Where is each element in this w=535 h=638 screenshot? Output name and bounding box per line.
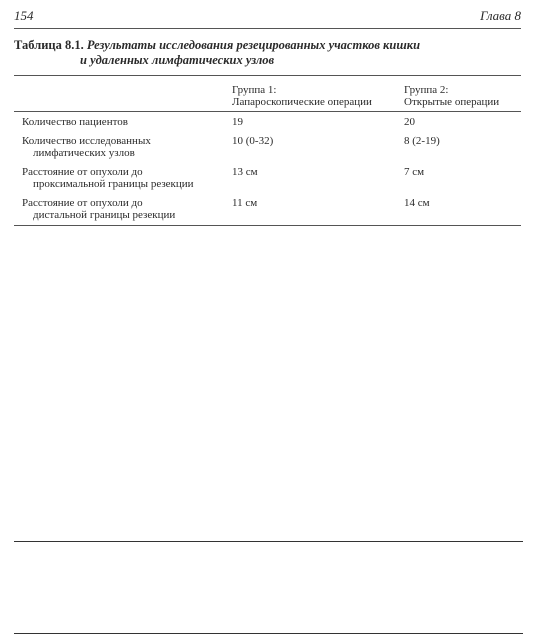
- group2-value: 20: [404, 116, 415, 128]
- column-header-group1-line1: Группа 1:: [232, 84, 277, 96]
- column-header-group2-line2: Открытые операции: [404, 96, 500, 108]
- group2-value: 8 (2-19): [404, 135, 440, 147]
- table-header: [14, 76, 521, 112]
- row-label-line2: дистальной границы резекции: [33, 209, 176, 221]
- column-header-group2-line1: Группа 2:: [404, 84, 449, 96]
- table-caption: [14, 38, 519, 68]
- table-title-line2: и удаленных лимфатических узлов: [80, 53, 275, 67]
- column-header-group2: [404, 84, 499, 108]
- row-label-line2: проксимальной границы резекции: [33, 178, 194, 190]
- row-label-line1: Расстояние от опухоли до: [22, 166, 143, 178]
- table-row: [14, 112, 521, 132]
- table-title-line1: Результаты исследования резецированных участков кишки: [86, 38, 421, 52]
- group2-value: 7 см: [404, 166, 425, 178]
- table-row: [14, 163, 521, 194]
- column-header-group1: [232, 84, 372, 108]
- group1-value: 19: [232, 116, 243, 128]
- row-label-line1: Расстояние от опухоли до: [22, 197, 143, 209]
- group2-value: 14 см: [404, 197, 430, 209]
- results-table: [14, 75, 521, 226]
- chapter-title: Глава 8: [480, 8, 521, 23]
- group1-value: 13 см: [232, 166, 258, 178]
- page-number: 154: [14, 8, 34, 23]
- row-label: [22, 116, 227, 128]
- table-row: [14, 132, 521, 163]
- group1-value: 11 см: [232, 197, 258, 209]
- table-row: [14, 194, 521, 225]
- group1-value: 10 (0-32): [232, 135, 274, 147]
- column-header-group1-line2: Лапароскопические операции: [232, 96, 372, 108]
- table-label: Таблица 8.1.: [14, 38, 84, 52]
- running-header: [14, 6, 521, 29]
- row-label: [22, 197, 227, 221]
- row-label-line1: Количество исследованных: [22, 135, 151, 147]
- row-label: [22, 135, 227, 159]
- footer-divider-top: [14, 541, 523, 542]
- row-label-line2: лимфатических узлов: [33, 147, 135, 159]
- row-label-line1: Количество пациентов: [22, 116, 128, 128]
- row-label: [22, 166, 227, 190]
- footer-divider-bottom: [14, 633, 523, 634]
